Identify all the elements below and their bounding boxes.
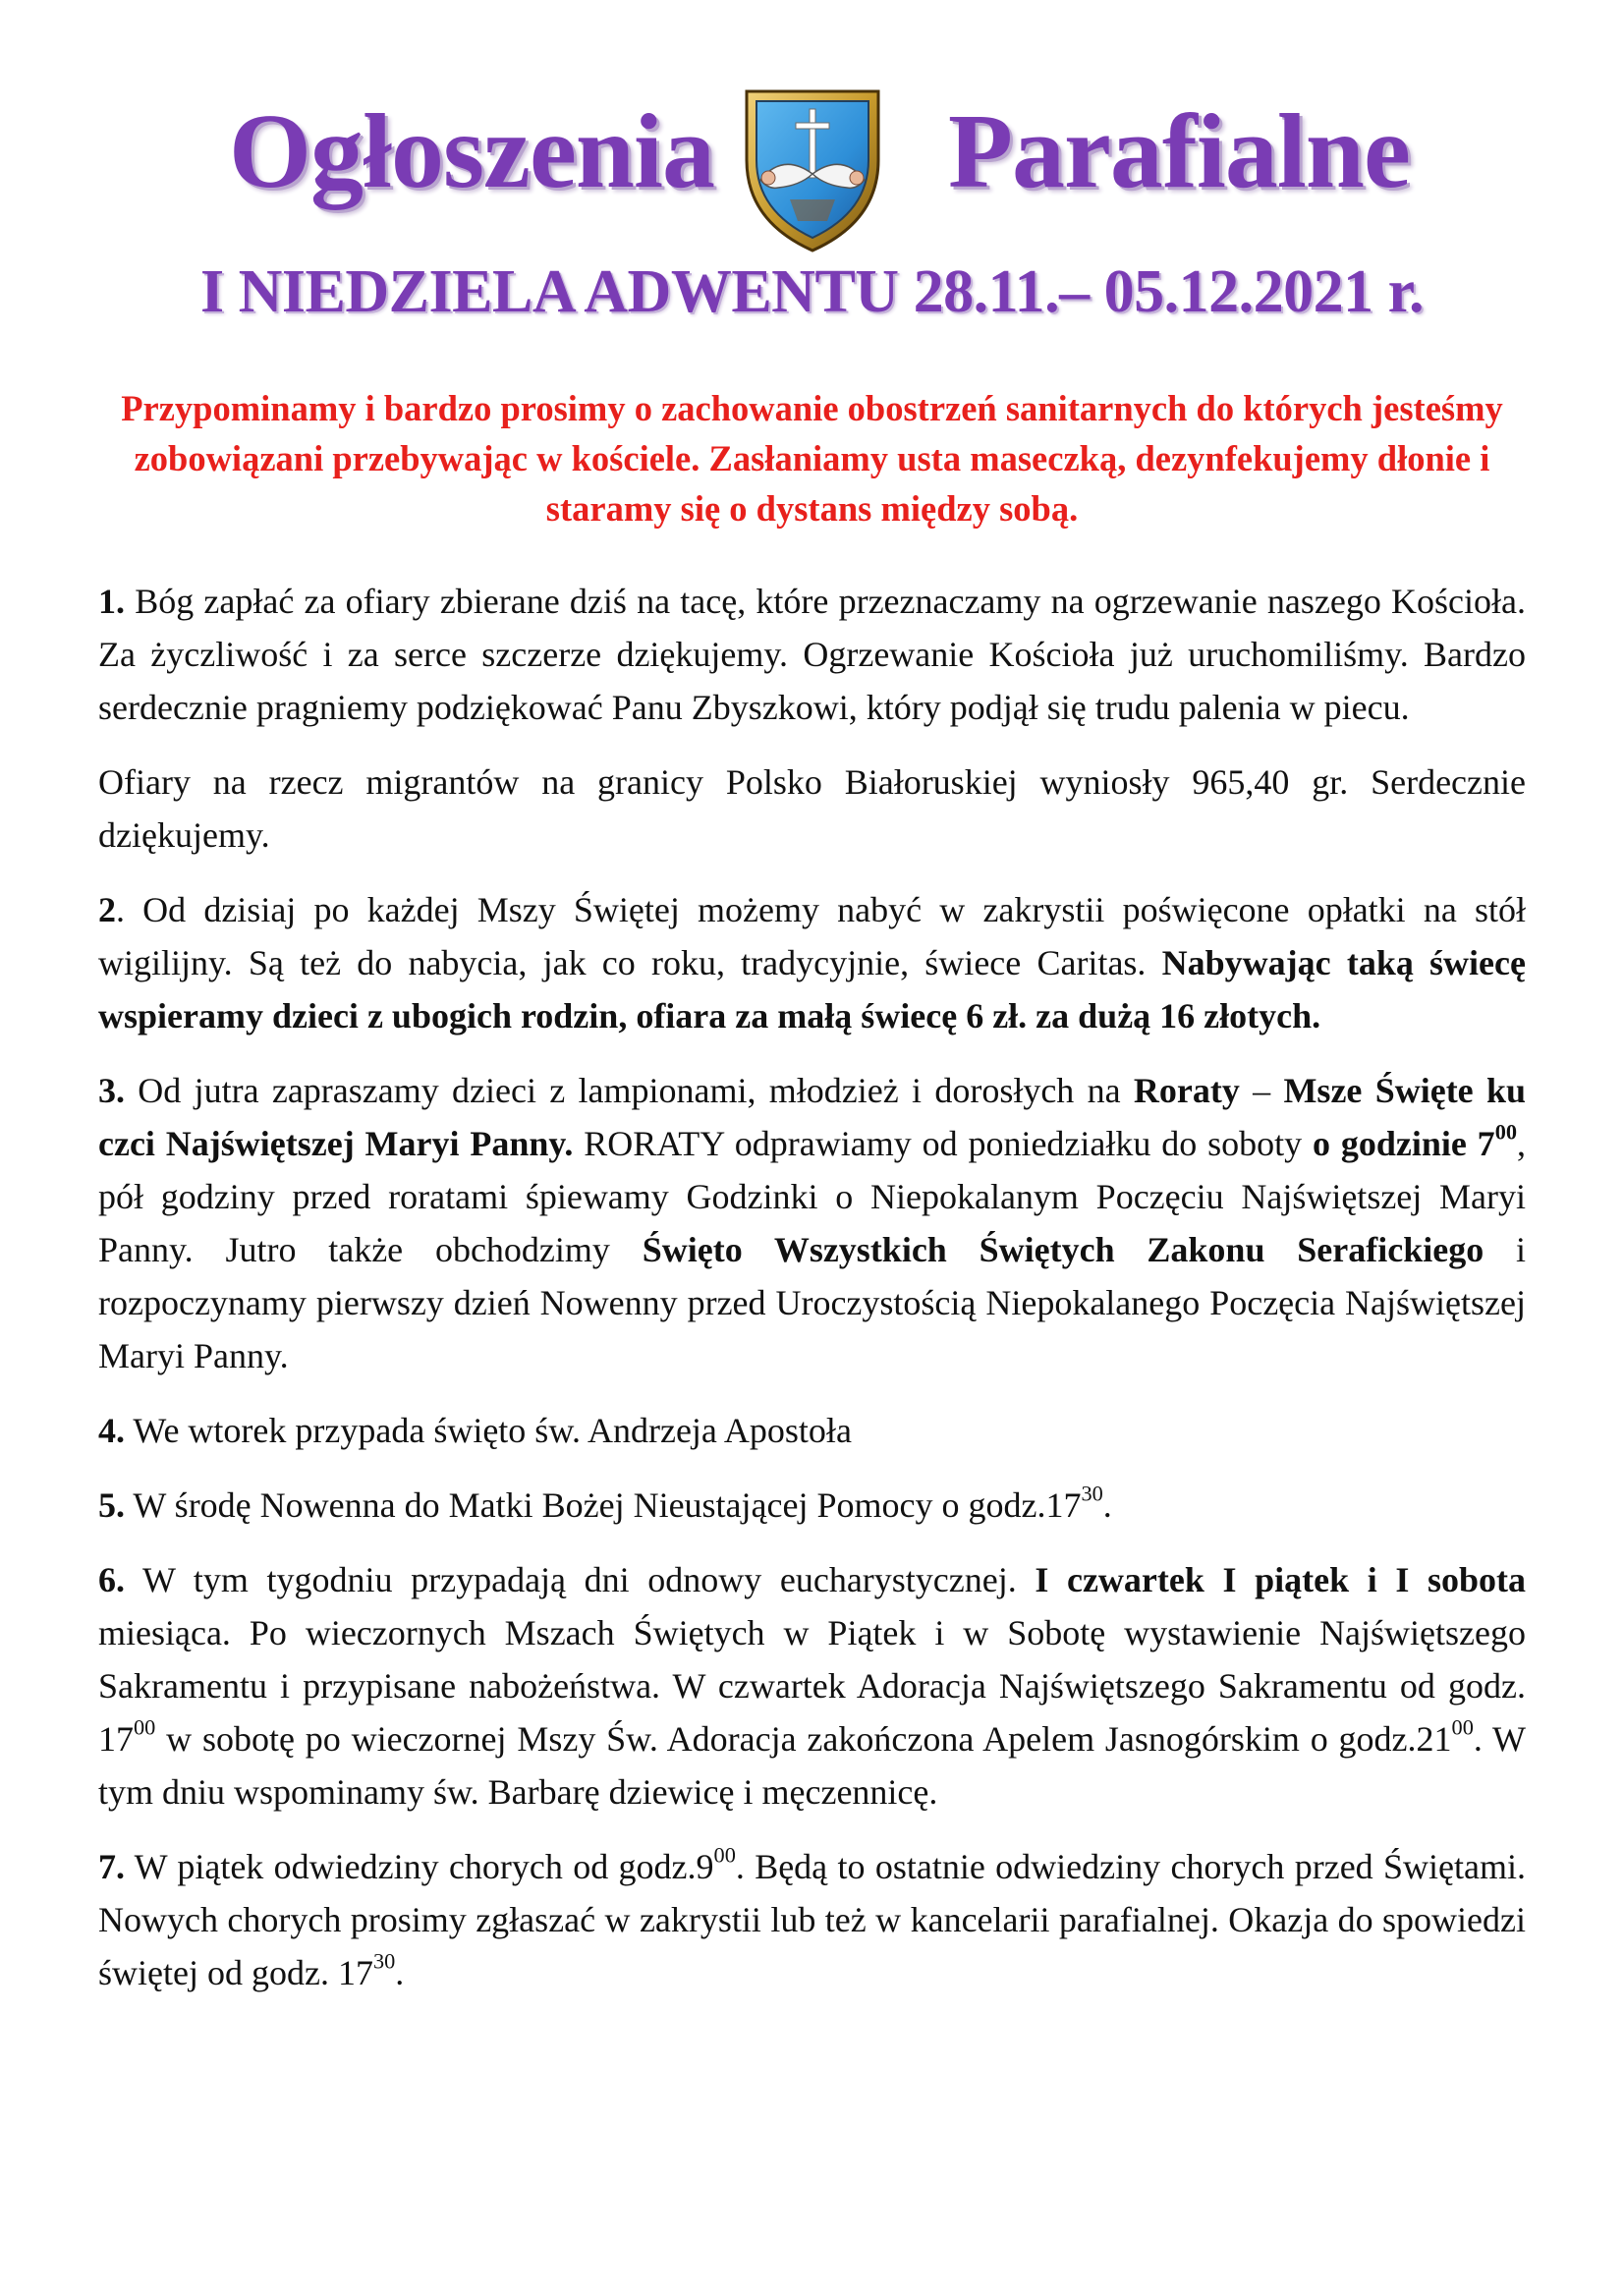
item-number: 2 [98,890,116,929]
time-superscript: 00 [134,1714,156,1740]
franciscan-coat-of-arms-icon [739,84,886,255]
item-text: Bóg zapłać za ofiary zbierane dziś na tacę, które przeznaczamy na ogrzewanie naszego Kościoła. Za życzliwość i za serce szczerze dziękujemy. Ogrzewanie Kościoła już uruchomiliśmy. Bardzo serdecznie pragniemy podziękować Panu Zbyszkowi, który podjął się trudu palenia w piecu. [98,582,1526,727]
item-text: RORATY odprawiamy od poniedziałku do soboty [573,1124,1313,1163]
item-number: 6. [98,1560,125,1599]
item-bold-text: Msze Święte ku czci Najświętszej Maryi Panny. [98,1071,1526,1163]
announcement-3 [98,1064,1526,1382]
title-right: Parafialne [948,93,1410,210]
announcement-6 [98,1553,1526,1819]
announcement-4 [98,1404,1526,1457]
page-header [0,93,1624,270]
item-number: 3. [98,1071,125,1110]
item-bold-text: Roraty [1133,1071,1240,1110]
announcement-7 [98,1840,1526,1999]
item-text: . [1102,1485,1112,1525]
sanitary-notice: Przypominamy i bardzo prosimy o zachowanie obostrzeń sanitarnych do których jesteśmy zobowiązani przebywając w kościele. Zasłaniamy usta maseczką, dezynfekujemy dłonie i staramy się o dystans między sobą. [121,388,1503,529]
item-number: 4. [98,1411,125,1450]
item-bold-text: o godzinie 7 [1312,1124,1495,1163]
item-text: . Będą to ostatnie odwiedziny chorych przed Świętami. Nowych chorych prosimy zgłaszać w zakrystii lub też w kancelarii parafialnej. Okazja do spowiedzi świętej od godz. 17 [98,1847,1526,1992]
item-text: miesiąca. Po wieczornych Mszach Świętych w Piątek i w Sobotę wystawienie Najświętszego Sakramentu i przypisane nabożeństwa. W czwartek Adoracja Najświętszego Sakramentu od godz. 17 [98,1613,1526,1759]
item-text: , pół godziny przed roratami śpiewamy Godzinki o Niepokalanym Poczęciu Najświętszej Maryi Panny. Jutro także obchodzimy [98,1124,1526,1269]
item-number: 1. [98,582,125,621]
title-left: Ogłoszenia [229,93,714,210]
announcements [98,575,1526,2021]
subtitle: I NIEDZIELA ADWENTU 28.11.– 05.12.2021 r. [200,258,1424,325]
announcement-1 [98,575,1526,734]
announcement-2 [98,883,1526,1042]
announcement-5 [98,1479,1526,1532]
item-text: – [1239,1071,1284,1110]
item-bold-text: Święto Wszystkich Świętych Zakonu Serafickiego [642,1230,1484,1269]
announcement-1-migrants [98,756,1526,862]
item-text: We wtorek przypada święto św. Andrzeja Apostoła [125,1411,852,1450]
time-superscript: 00 [1494,1119,1517,1145]
item-text: . Od dzisiaj po każdej Mszy Świętej możemy nabyć w zakrystii poświęcone opłatki na stół wigilijny. Są też do nabycia, jak co roku, tradycyjnie, świece Caritas. [98,890,1526,982]
item-number: 5. [98,1485,125,1525]
item-bold-text: I czwartek I piątek i I sobota [1035,1560,1527,1599]
item-text: w sobotę po wieczornej Mszy Św. Adoracja zakończona Apelem Jasnogórskim o godz.21 [155,1719,1452,1759]
time-superscript: 30 [1081,1481,1103,1506]
item-text: . W tym dniu wspominamy św. Barbarę dziewicę i męczennicę. [98,1719,1527,1812]
time-superscript: 00 [1451,1714,1474,1740]
item-text: W piątek odwiedziny chorych od godz.9 [125,1847,714,1886]
item-text: W środę Nowenna do Matki Bożej Nieustającej Pomocy o godz.17 [125,1485,1082,1525]
item-text: . [395,1953,405,1992]
item-text: Ofiary na rzecz migrantów na granicy Polsko Białoruskiej wyniosły 965,40 gr. Serdecznie dziękujemy. [98,762,1526,855]
item-text: i rozpoczynamy pierwszy dzień Nowenny przed Uroczystością Niepokalanego Poczęcia Najświętszej Maryi Panny. [98,1230,1526,1375]
item-text: W tym tygodniu przypadają dni odnowy eucharystycznej. [125,1560,1036,1599]
time-superscript: 00 [713,1842,736,1868]
item-bold-text: Nabywając taką świecę wspieramy dzieci z ubogich rodzin, ofiara za małą świecę 6 zł. za dużą 16 złotych. [98,943,1526,1036]
item-text: Od jutra zapraszamy dzieci z lampionami, młodzież i dorosłych na [125,1071,1134,1110]
time-superscript: 30 [372,1948,396,1974]
item-number: 7. [98,1847,125,1886]
